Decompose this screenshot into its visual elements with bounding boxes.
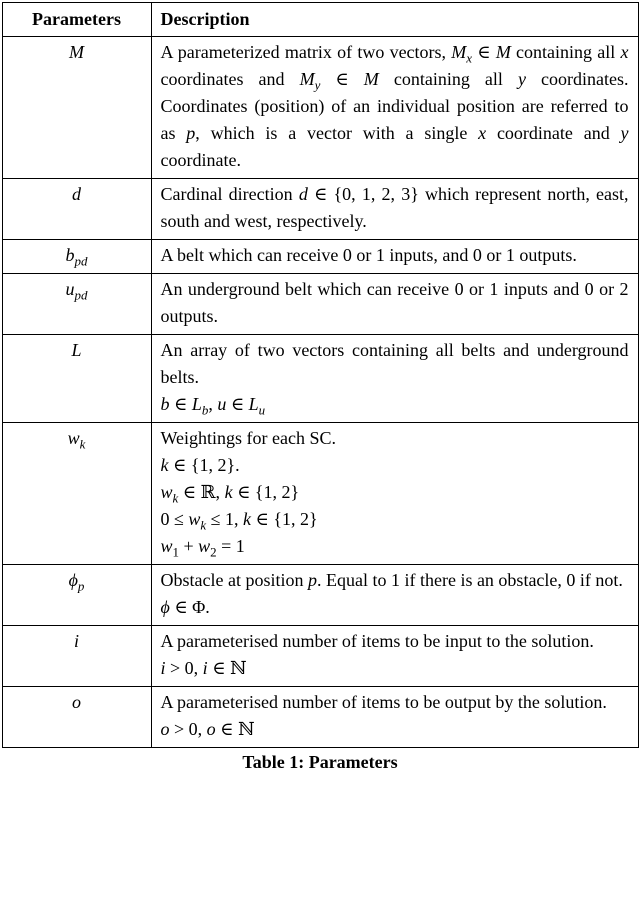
description-formula: $w_1 + w_2 = 1$: [160, 536, 245, 560]
description-cell: [151, 565, 638, 626]
table-body: [2, 37, 638, 748]
description-cell: [151, 240, 638, 274]
table-row: [2, 565, 638, 626]
description-formula: k ∈ {1, 2}.: [160, 455, 240, 475]
description-cell: [151, 423, 638, 565]
column-header-parameters: Parameters: [2, 3, 151, 37]
table-row: [2, 274, 638, 335]
parameter-cell: o: [2, 687, 151, 748]
column-header-description: Description: [151, 3, 638, 37]
parameters-table: [2, 2, 639, 748]
parameter-cell: $b_{pd}$: [2, 240, 151, 274]
description-cell: [151, 37, 638, 179]
parameter-cell: $\phi_p$: [2, 565, 151, 626]
description-formula: i > 0, i ∈ ℕ: [160, 658, 247, 678]
table-row: [2, 179, 638, 240]
header-row: [2, 3, 638, 37]
description-formula: o > 0, o ∈ ℕ: [160, 719, 255, 739]
parameter-cell: i: [2, 626, 151, 687]
description-text: An array of two vectors containing all belts and underground belts.: [160, 340, 629, 387]
description-cell: [151, 335, 638, 423]
parameter-cell: $u_{pd}$: [2, 274, 151, 335]
description-text: Cardinal direction d ∈ {0, 1, 2, 3} which represent north, east, south and west, respectively.: [160, 184, 629, 231]
description-text: A parameterized matrix of two vectors, $M_x$ ∈ M containing all x coordinates and $M_y$ ∈ M containing all y coordinates. Coordinates (position) of an individual position are referred to as p, which is a vector with a single x coordinate and y coordinate.: [160, 42, 629, 170]
description-text: A parameterised number of items to be output by the solution.: [160, 692, 607, 712]
parameter-cell: L: [2, 335, 151, 423]
table-row: [2, 37, 638, 179]
table-row: [2, 423, 638, 565]
table-row: [2, 687, 638, 748]
description-text: A parameterised number of items to be input to the solution.: [160, 631, 594, 651]
description-formula: ϕ ∈ Φ.: [160, 597, 210, 617]
description-text: Obstacle at position p. Equal to 1 if there is an obstacle, 0 if not.: [160, 570, 623, 590]
description-text: Weightings for each SC.: [160, 428, 337, 448]
description-formula: $w_k$ ∈ ℝ, k ∈ {1, 2}: [160, 482, 300, 506]
description-cell: [151, 179, 638, 240]
description-formula: $0 \le w_k \le 1$, k ∈ {1, 2}: [160, 509, 318, 533]
parameter-cell: M: [2, 37, 151, 179]
description-text: A belt which can receive 0 or 1 inputs, and 0 or 1 outputs.: [160, 245, 577, 265]
description-formula: b ∈ $L_b$, u ∈ $L_u$: [160, 394, 266, 418]
table-row: [2, 240, 638, 274]
parameter-cell: d: [2, 179, 151, 240]
description-text: An underground belt which can receive 0 or 1 inputs and 0 or 2 outputs.: [160, 279, 629, 326]
description-cell: [151, 274, 638, 335]
table-row: [2, 626, 638, 687]
description-cell: [151, 626, 638, 687]
parameter-cell: $w_k$: [2, 423, 151, 565]
table-caption: Table 1: Parameters: [242, 752, 398, 772]
table-header: [2, 3, 638, 37]
description-cell: [151, 687, 638, 748]
table-row: [2, 335, 638, 423]
